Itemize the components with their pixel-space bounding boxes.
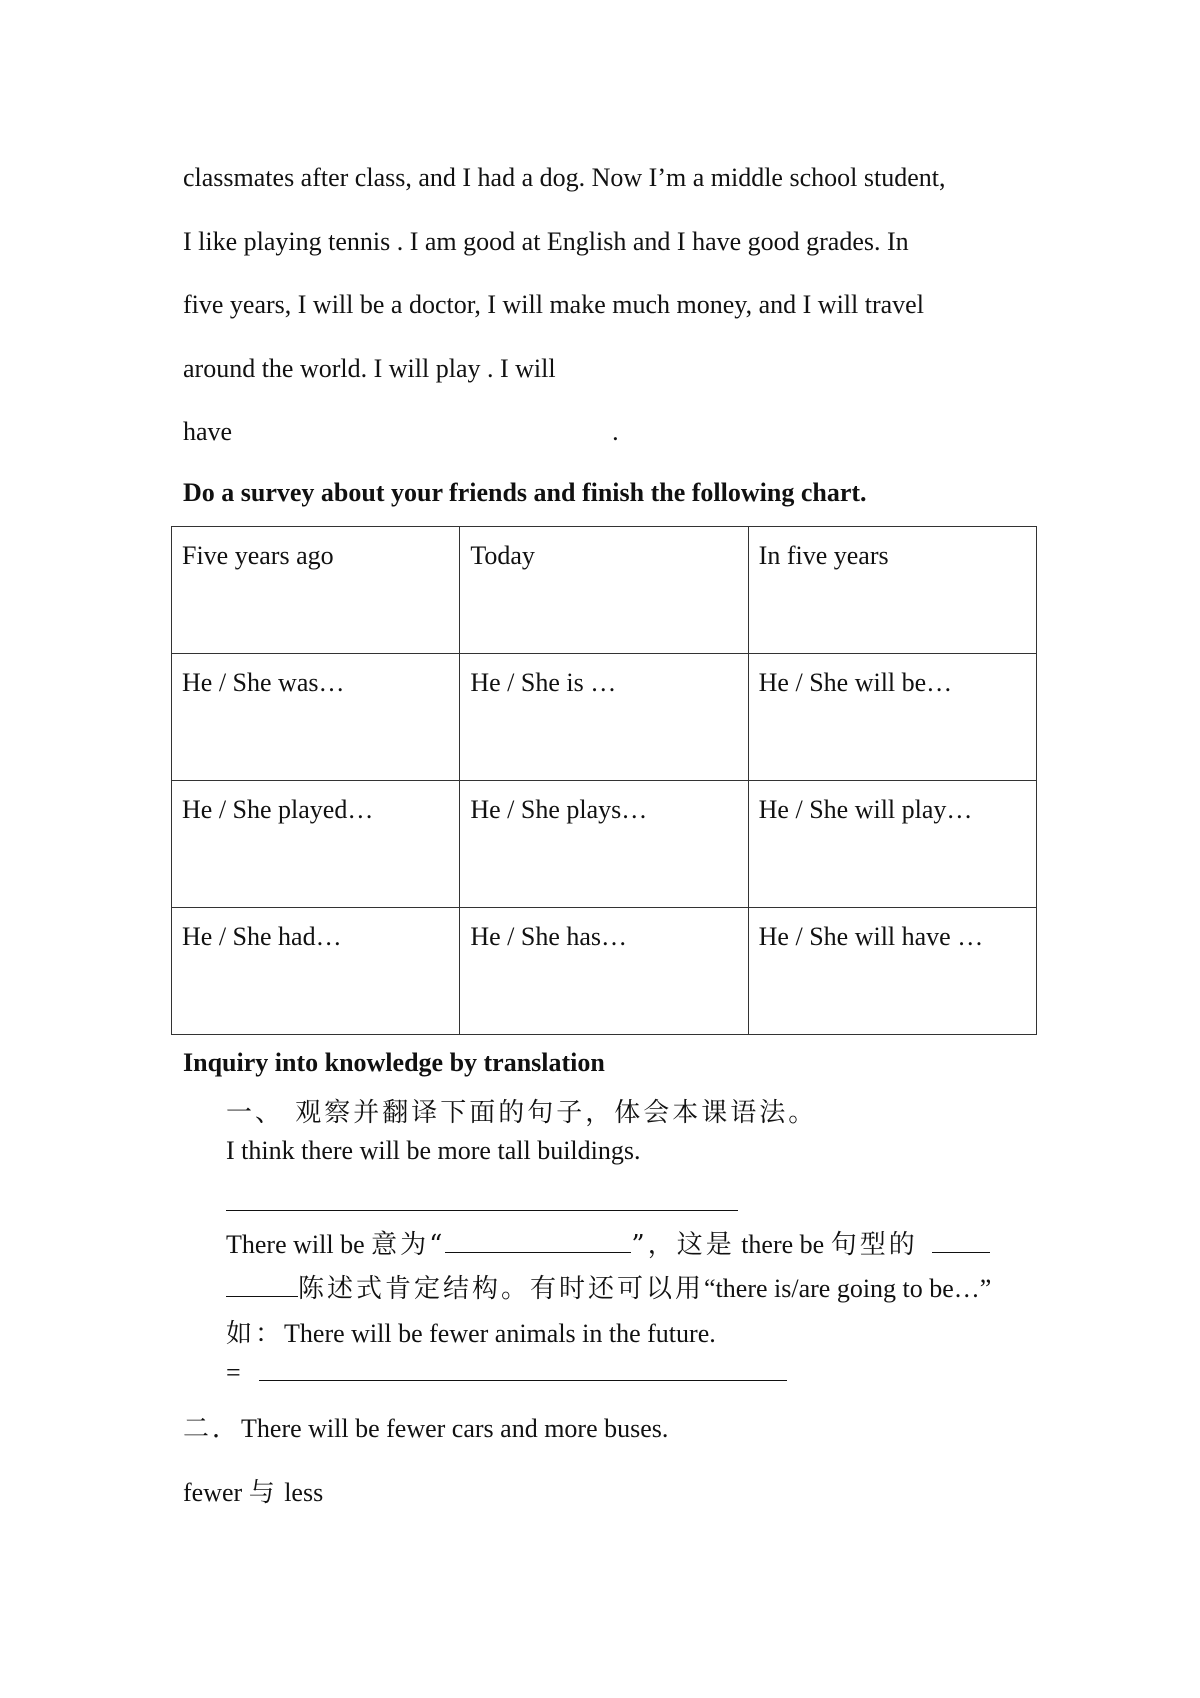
note-text: 意为“ (371, 1230, 446, 1260)
note-text: ”，这是 (631, 1230, 735, 1260)
paragraph-line-5-start: have (183, 417, 233, 446)
example-sentence: There will be fewer animals in the future. (284, 1319, 716, 1348)
paragraph-line-1: classmates after class, and I had a dog. Now I’m a middle school student, (183, 163, 946, 192)
answer-underline (226, 1274, 298, 1297)
fewer-less-line (183, 1472, 323, 1509)
translation-blank (226, 1188, 738, 1218)
note-text: 陈述式肯定结构。有时还可以用 (298, 1274, 705, 1304)
section-2-sentence (183, 1408, 668, 1445)
table-cell: Five years ago (172, 527, 460, 654)
survey-heading: Do a survey about your friends and finish the following chart. (183, 478, 867, 507)
paragraph-line-4-end: . I will (487, 353, 556, 383)
table-cell: He / She is … (460, 654, 748, 781)
grammar-note-line-2 (226, 1268, 991, 1305)
reading-paragraph (183, 146, 1025, 464)
survey-chart-table (171, 526, 1037, 1035)
table-row (172, 908, 1037, 1035)
table-row (172, 527, 1037, 654)
paragraph-line-4 (183, 337, 1025, 401)
table-cell: He / She has… (460, 908, 748, 1035)
note-text: there be (734, 1230, 831, 1259)
section-2-number: 二． (183, 1414, 242, 1444)
answer-underline (259, 1358, 787, 1381)
paragraph-line-3: five years, I will be a doctor, I will make much money, and I will travel (183, 290, 924, 319)
compare-connector: 与 (248, 1478, 278, 1508)
paragraph-line-4-start: around the world. I will play (183, 353, 481, 383)
paragraph-line-2: I like playing tennis . I am good at English and I have good grades. In (183, 226, 909, 256)
equals-sign: = (226, 1358, 241, 1387)
equals-line (226, 1358, 787, 1388)
section-2-text: There will be fewer cars and more buses. (241, 1414, 669, 1443)
example-line (226, 1313, 716, 1350)
paragraph-line-5-end: . (612, 417, 619, 446)
section-1-sentence: I think there will be more tall buildings. (226, 1136, 641, 1165)
compare-word: less (277, 1478, 324, 1507)
inquiry-heading: Inquiry into knowledge by translation (183, 1048, 605, 1077)
note-text: 句型的 (830, 1230, 918, 1260)
answer-underline (932, 1230, 990, 1253)
table-cell: In five years (748, 527, 1036, 654)
table-row (172, 654, 1037, 781)
grammar-note-line-1 (226, 1224, 990, 1261)
table-cell: He / She will be… (748, 654, 1036, 781)
table-cell: He / She played… (172, 781, 460, 908)
table-cell: He / She will play… (748, 781, 1036, 908)
example-label: 如： (226, 1319, 285, 1349)
table-row (172, 781, 1037, 908)
section-1-title: 一、 观察并翻译下面的句子，体会本课语法。 (226, 1098, 818, 1128)
answer-underline (445, 1230, 631, 1253)
table-cell: Today (460, 527, 748, 654)
table-cell: He / She had… (172, 908, 460, 1035)
table-cell: He / She will have … (748, 908, 1036, 1035)
table-cell: He / She was… (172, 654, 460, 781)
note-text: There will be (226, 1230, 372, 1259)
table-cell: He / She plays… (460, 781, 748, 908)
paragraph-line-5 (183, 400, 1025, 464)
compare-word: fewer (183, 1478, 249, 1507)
answer-underline (226, 1188, 738, 1211)
note-text: “there is/are going to be…” (704, 1274, 992, 1303)
